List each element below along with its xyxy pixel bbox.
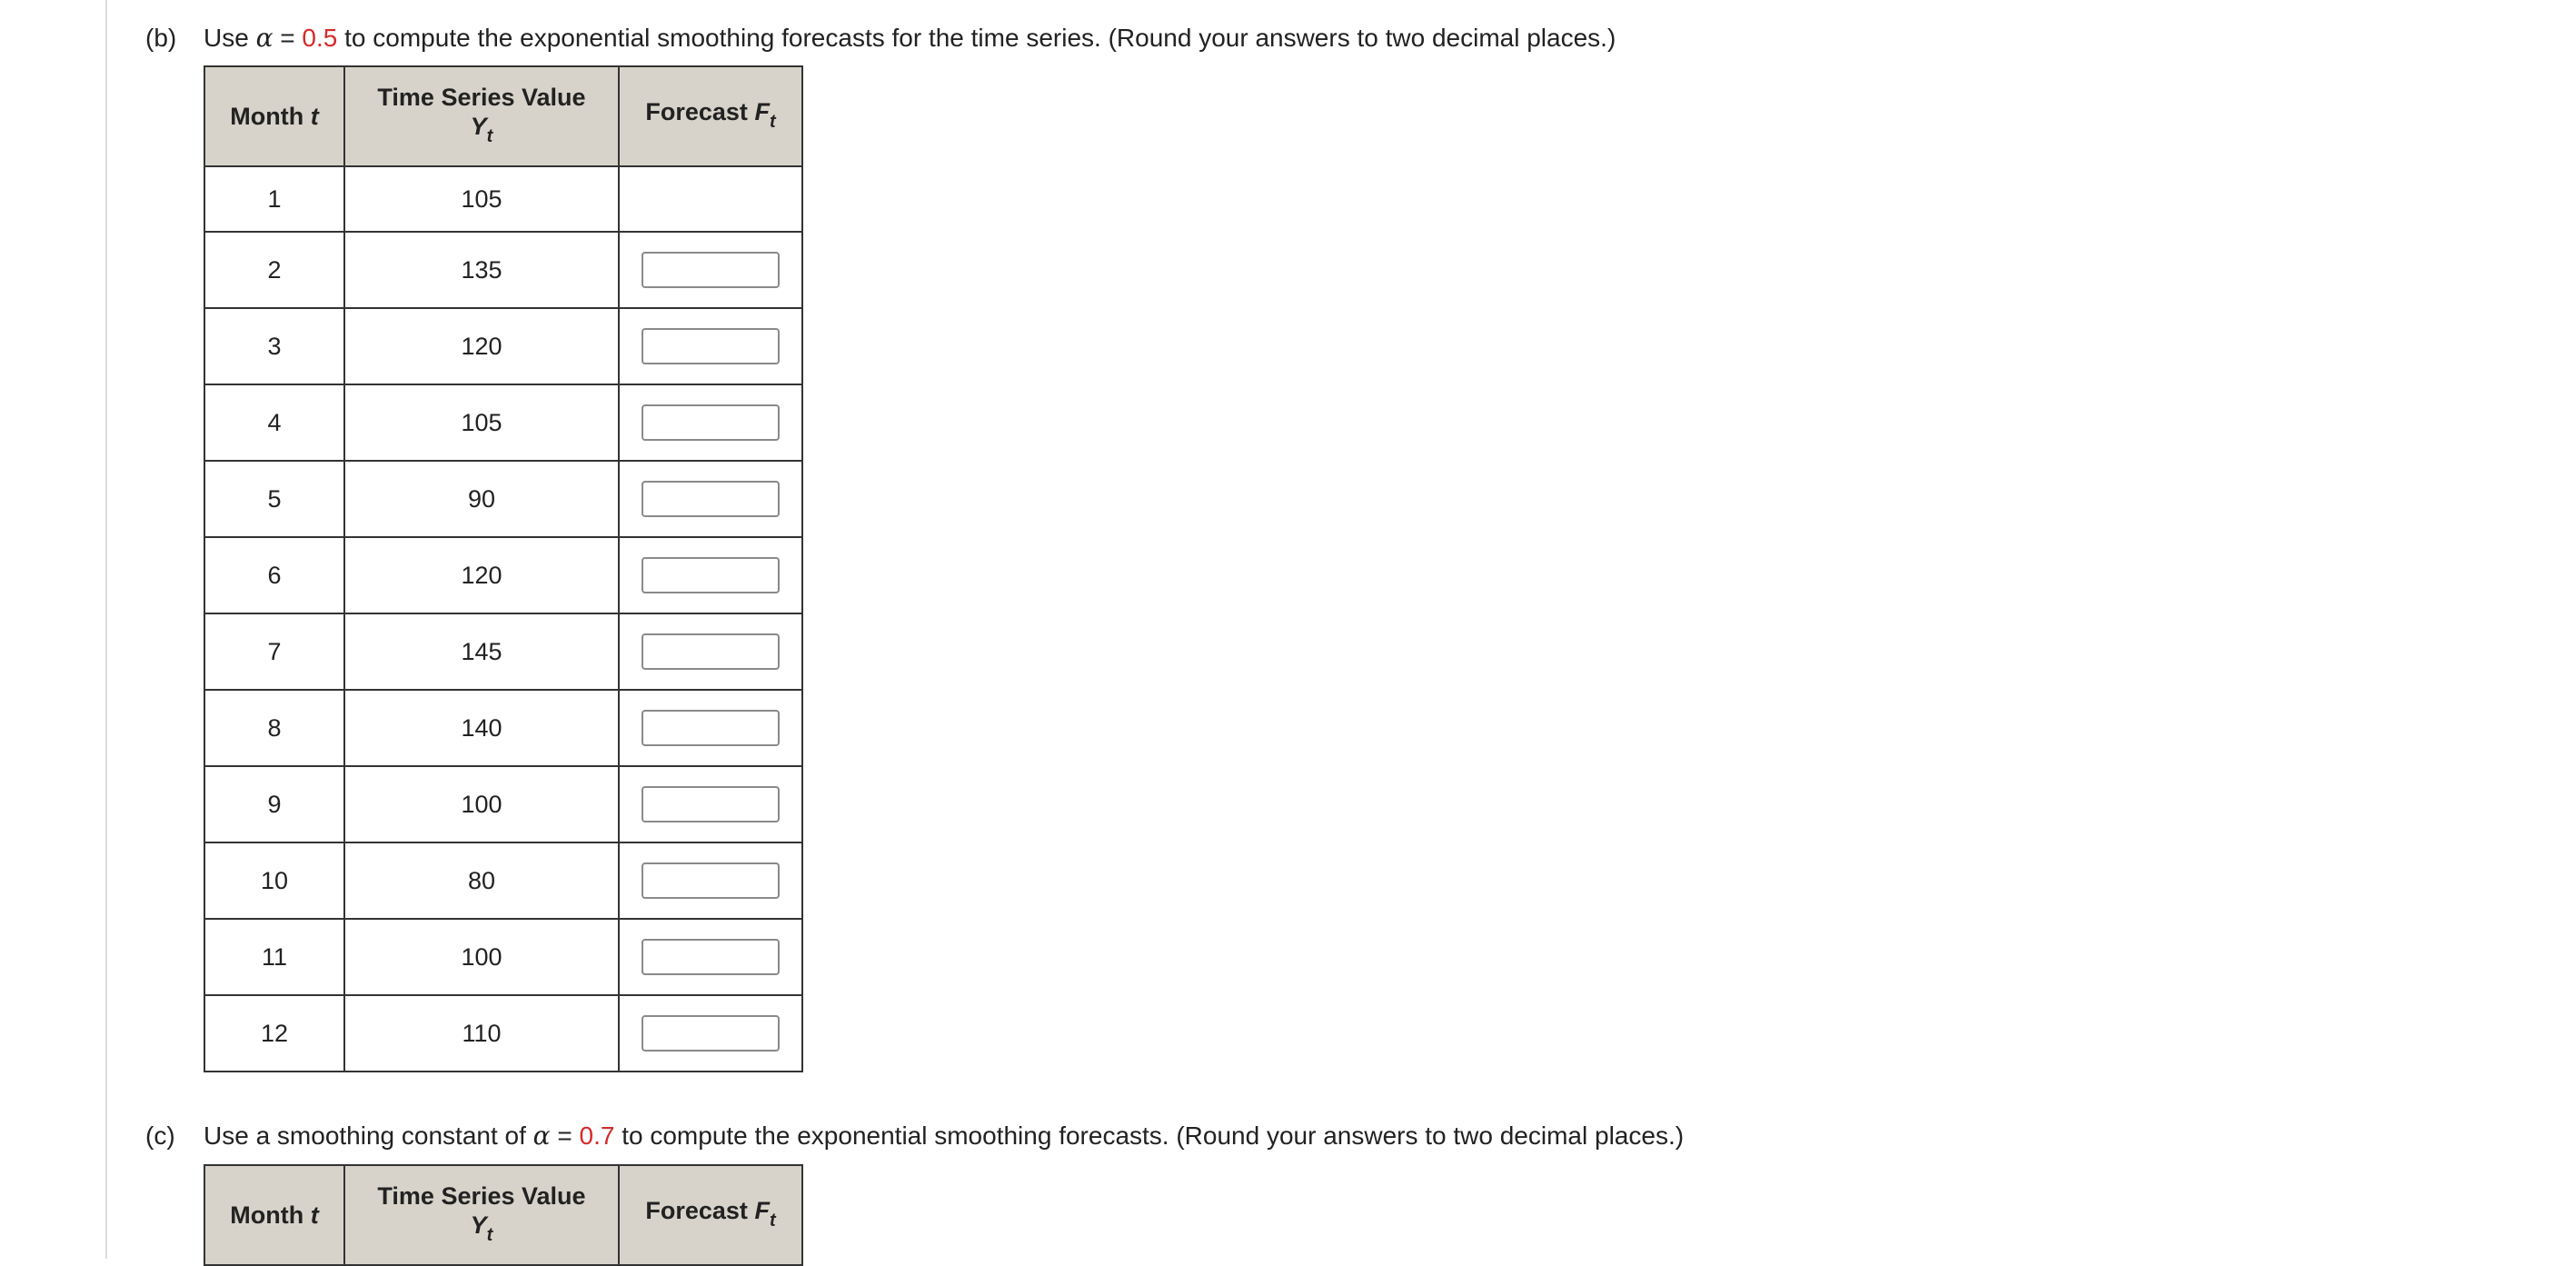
forecast-input-month-4[interactable] [642,404,780,441]
value-cell: 110 [344,995,619,1072]
month-cell: 4 [204,384,344,461]
value-cell: 80 [344,842,619,919]
forecast-input-month-2[interactable] [642,252,780,288]
header-time-series-value: Time Series Value $Y_t$ [344,66,619,166]
table-row [204,384,802,461]
value-cell: 100 [344,766,619,842]
part-b-text-after: to compute the exponential smoothing forecasts for the time series. (Round your answers to two decimal places.) [344,24,1616,52]
part-c-text-after: to compute the exponential smoothing forecasts. (Round your answers to two decimal places.) [622,1121,1685,1150]
value-cell: 100 [344,919,619,995]
forecast-input-month-3[interactable] [642,328,780,364]
value-cell: 120 [344,308,619,384]
header-month: Month t [204,1165,344,1265]
forecast-cell [619,690,802,766]
forecast-cell [619,537,802,613]
month-cell: 8 [204,690,344,766]
forecast-input-month-8[interactable] [642,710,780,746]
table-row [204,537,802,613]
part-c-alpha-value: 0.7 [579,1121,615,1150]
table-header-row [204,66,802,166]
forecast-cell-empty [619,166,802,232]
month-cell: 9 [204,766,344,842]
table-row [204,842,802,919]
forecast-cell [619,919,802,995]
header-forecast: Forecast $F_t$ [619,1165,802,1265]
value-cell: 140 [344,690,619,766]
table-row [204,995,802,1072]
part-b-prompt [145,22,1616,55]
part-b-text-before: Use [204,24,249,52]
part-b-letter: (b) [145,24,177,52]
value-cell: 105 [344,166,619,232]
forecast-cell [619,766,802,842]
table-row [204,919,802,995]
month-cell: 2 [204,232,344,308]
forecast-cell [619,384,802,461]
table-row [204,308,802,384]
forecast-cell [619,308,802,384]
part-c-table [204,1164,803,1266]
forecast-input-month-11[interactable] [642,939,780,975]
value-cell: 90 [344,461,619,537]
value-cell: 135 [344,232,619,308]
month-cell: 6 [204,537,344,613]
forecast-input-month-6[interactable] [642,557,780,593]
part-b-alpha-value: 0.5 [302,24,338,52]
month-cell: 11 [204,919,344,995]
month-cell: 5 [204,461,344,537]
table-row [204,690,802,766]
header-forecast: Forecast $F_t$ [619,66,802,166]
forecast-cell [619,842,802,919]
month-cell: 7 [204,613,344,690]
table-row [204,166,802,232]
part-c-alpha-symbol: α [532,1121,551,1151]
table-row [204,461,802,537]
forecast-cell [619,461,802,537]
part-c-letter: (c) [145,1121,175,1150]
forecast-cell [619,232,802,308]
value-cell: 145 [344,613,619,690]
forecast-input-month-10[interactable] [642,862,780,899]
header-month: Month t [204,66,344,166]
forecast-input-month-9[interactable] [642,786,780,822]
table-header-row [204,1165,802,1265]
table-row [204,766,802,842]
forecast-input-month-7[interactable] [642,633,780,670]
month-cell: 12 [204,995,344,1072]
forecast-cell [619,613,802,690]
header-time-series-value: Time Series Value $Y_t$ [344,1165,619,1265]
part-b-equals: = [280,24,295,52]
part-b-table [204,65,803,1072]
month-cell: 3 [204,308,344,384]
forecast-input-month-5[interactable] [642,481,780,517]
month-cell: 1 [204,166,344,232]
part-c-text-before: Use a smoothing constant of [204,1121,526,1150]
forecast-input-month-12[interactable] [642,1015,780,1052]
table-row [204,232,802,308]
value-cell: 120 [344,537,619,613]
part-c-equals: = [557,1121,572,1150]
part-b-alpha-symbol: α [255,23,274,53]
value-cell: 105 [344,384,619,461]
forecast-cell [619,995,802,1072]
table-row [204,613,802,690]
part-c-prompt [145,1120,1684,1152]
month-cell: 10 [204,842,344,919]
